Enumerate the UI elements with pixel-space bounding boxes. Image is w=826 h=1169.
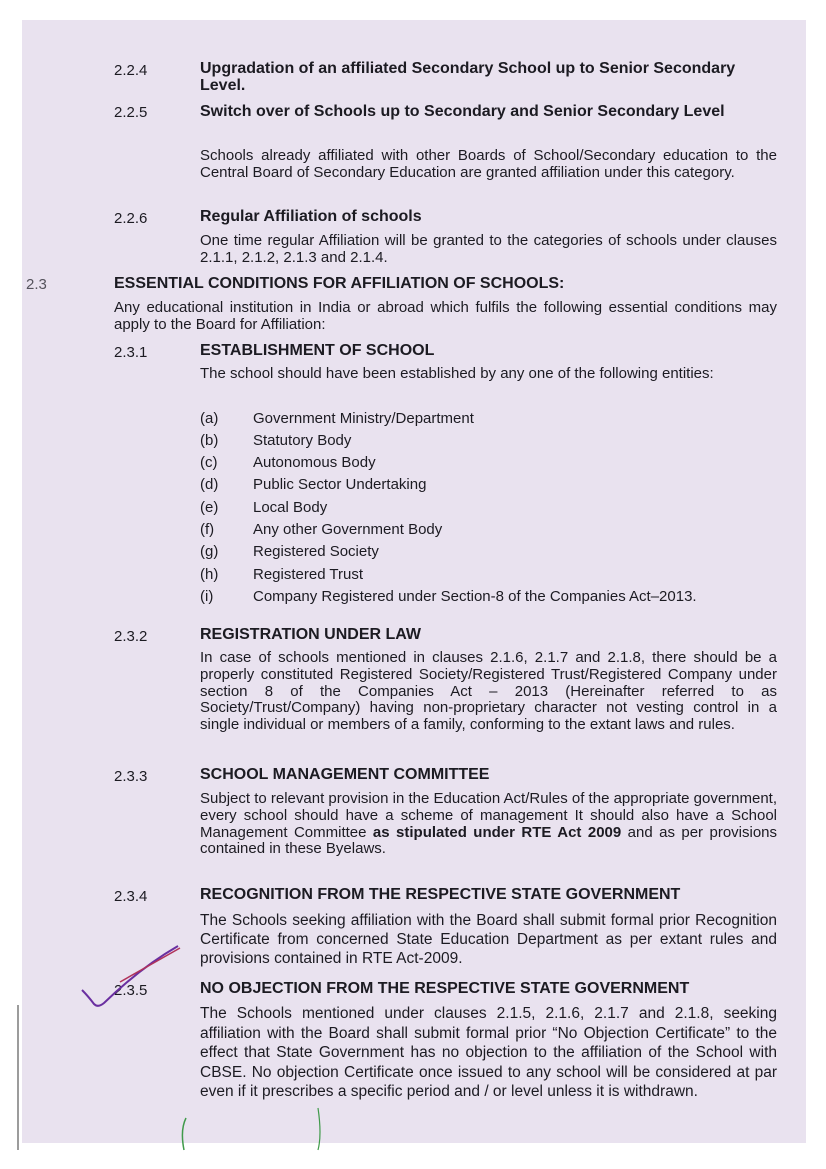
section-text-2-2-5: Schools already affiliated with other Boards of School/Secondary education to the Central Board of Secondary Education are granted affiliation under this category. xyxy=(200,147,777,181)
section-text-2-3-4: The Schools seeking affiliation with the Board shall submit formal prior Recognition Certificate from concerned State Education Department as per extant rules and provisions contained in RTE Act-2009. xyxy=(200,912,777,967)
section-text-2-3: Any educational institution in India or abroad which fulfils the following essential conditions may apply to the Board for Affiliation: xyxy=(114,299,777,333)
list-item-e: (e) Local Body xyxy=(200,499,328,516)
list-item-f: (f) Any other Government Body xyxy=(200,521,443,538)
section-text-2-3-2: In case of schools mentioned in clauses 2.1.6, 2.1.7 and 2.1.8, there should be a properly constituted Registered Society/Registered Trust/Registered Company under section 8 of the Companies Act – 2013 (Hereinafter referred to as Society/Trust/Company) having non-proprietary character not vesting control in a single individual or members of a family, conforming to the extant laws and rules. xyxy=(200,649,777,734)
list-item-d: (d) Public Sector Undertaking xyxy=(200,476,427,493)
list-item-g: (g) Registered Society xyxy=(200,543,379,560)
list-item-a: (a) Government Ministry/Department xyxy=(200,410,474,427)
section-text-2-2-6: One time regular Affiliation will be granted to the categories of schools under clauses 2.1.1, 2.1.2, 2.1.3 and 2.1.4. xyxy=(200,232,777,266)
section-title-2-3: ESSENTIAL CONDITIONS FOR AFFILIATION OF SCHOOLS: xyxy=(114,275,565,292)
section-title-2-3-5: NO OBJECTION FROM THE RESPECTIVE STATE GOVERNMENT xyxy=(200,980,690,997)
section-number-2-3-5: 2.3.5 xyxy=(114,982,148,999)
section-title-2-3-4: RECOGNITION FROM THE RESPECTIVE STATE GOVERNMENT xyxy=(200,886,681,903)
document-page xyxy=(22,20,806,1143)
section-number-2-3-1: 2.3.1 xyxy=(114,344,148,361)
section-text-2-3-1: The school should have been established by any one of the following entities: xyxy=(200,365,714,382)
section-number-2-2-4: 2.2.4 xyxy=(114,62,148,79)
section-number-2-2-5: 2.2.5 xyxy=(114,104,148,121)
section-number-2-3: 2.3 xyxy=(26,276,47,293)
section-number-2-3-4: 2.3.4 xyxy=(114,888,148,905)
list-item-h: (h) Registered Trust xyxy=(200,566,364,583)
list-item-c: (c) Autonomous Body xyxy=(200,454,376,471)
list-item-i: (i) Company Registered under Section-8 of the Companies Act–2013. xyxy=(200,588,697,605)
section-number-2-3-3: 2.3.3 xyxy=(114,768,148,785)
section-title-2-2-6: Regular Affiliation of schools xyxy=(200,208,422,225)
section-number-2-3-2: 2.3.2 xyxy=(114,628,148,645)
section-title-2-2-5: Switch over of Schools up to Secondary and Senior Secondary Level xyxy=(200,103,725,120)
section-title-2-2-4: Upgradation of an affiliated Secondary School up to Senior Secondary Level. xyxy=(200,60,736,94)
section-title-2-3-1: ESTABLISHMENT OF SCHOOL xyxy=(200,342,435,359)
section-text-2-3-3: Subject to relevant provision in the Education Act/Rules of the appropriate government, every school should have a scheme of management It should also have a School Management Committee as stipulated under RTE Act 2009 and as per provisions contained in these Byelaws. xyxy=(200,790,778,858)
section-number-2-2-6: 2.2.6 xyxy=(114,210,148,227)
section-title-2-3-2: REGISTRATION UNDER LAW xyxy=(200,626,422,643)
list-item-b: (b) Statutory Body xyxy=(200,432,352,449)
section-title-2-3-3: SCHOOL MANAGEMENT COMMITTEE xyxy=(200,766,490,783)
section-text-2-3-5: The Schools mentioned under clauses 2.1.5, 2.1.6, 2.1.7 and 2.1.8, seeking affiliation with the Board shall submit formal prior “No Objection Certificate” to the effect that State Government has no objection to the affiliation of the School with CBSE. No objection Certificate once issued to any school will be considered at par even if it prescribes a specific period and / or level unless it is withdrawn. xyxy=(200,1005,777,1100)
